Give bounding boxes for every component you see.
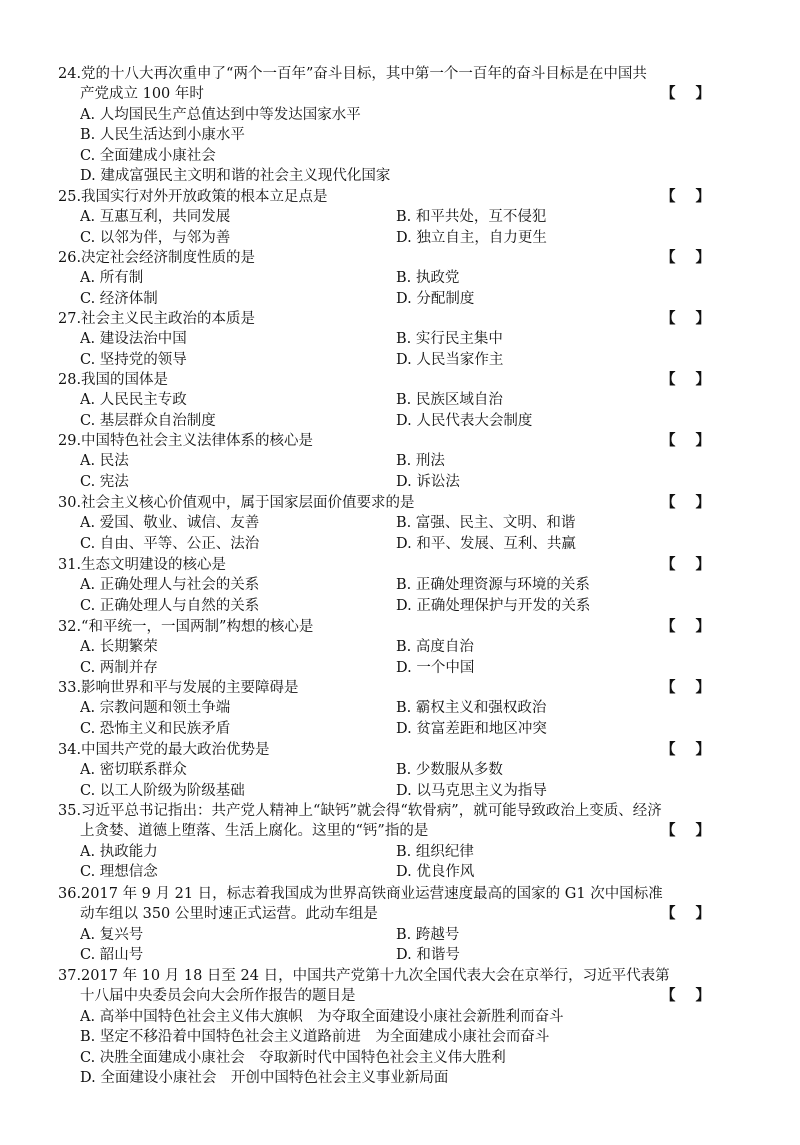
question-26 xyxy=(58,248,748,309)
question-31 xyxy=(58,555,748,616)
stem-line: 产党成立 100 年时 xyxy=(80,86,204,103)
options xyxy=(58,637,748,678)
option-a: A. 所有制 xyxy=(80,270,144,287)
stem-line: 32.“和平统一，一国两制”构想的核心是 xyxy=(58,619,314,635)
question-27 xyxy=(58,309,748,370)
option-c: C. 宪法 xyxy=(80,473,129,490)
question-33 xyxy=(58,678,748,739)
stem-line: 26.决定社会经济制度性质的是 xyxy=(58,250,256,266)
question-stem xyxy=(58,966,748,1007)
stem-line: 十八届中央委员会向大会所作报告的题目是 xyxy=(80,988,356,1005)
option-a: A. 密切联系群众 xyxy=(80,762,187,779)
option-d: D. 人民代表大会制度 xyxy=(396,412,533,429)
option-a: A. 长期繁荣 xyxy=(80,639,158,656)
question-stem xyxy=(58,64,748,105)
stem-line: 31.生态文明建设的核心是 xyxy=(58,557,227,573)
option-b: B. 跨越号 xyxy=(396,926,460,943)
option-c: C. 理想信念 xyxy=(80,864,158,881)
answer-bracket: 【】 xyxy=(661,249,730,266)
question-stem xyxy=(58,248,748,268)
option-d: D. 和平、发展、互利、共赢 xyxy=(396,535,576,552)
answer-bracket: 【】 xyxy=(661,822,730,840)
stem-line: 上贪婪、道德上堕落、生活上腐化。这里的“钙”指的是 xyxy=(80,823,429,840)
option-c: C. 坚持党的领导 xyxy=(80,351,187,368)
option-a: A. 执政能力 xyxy=(80,843,158,860)
option-b: B. 坚定不移沿着中国特色社会主义道路前进 为全面建成小康社会而奋斗 xyxy=(80,1029,550,1046)
option-c: C. 以邻为伴，与邻为善 xyxy=(80,229,231,246)
question-stem xyxy=(58,555,748,575)
option-d: D. 优良作风 xyxy=(396,864,475,881)
answer-bracket: 【】 xyxy=(661,494,730,511)
options xyxy=(58,1007,748,1089)
option-a: A. 宗教问题和领土争端 xyxy=(80,700,231,717)
answer-bracket: 【】 xyxy=(661,556,730,573)
option-c: C. 自由、平等、公正、法治 xyxy=(80,535,260,552)
option-c: C. 全面建成小康社会 xyxy=(80,147,216,164)
option-b: B. 执政党 xyxy=(396,270,460,287)
option-c: C. 正确处理人与自然的关系 xyxy=(80,597,260,614)
question-30 xyxy=(58,493,748,554)
option-b: B. 刑法 xyxy=(396,453,445,470)
question-stem xyxy=(58,493,748,513)
question-25 xyxy=(58,187,748,248)
option-a: A. 互惠互利，共同发展 xyxy=(80,209,231,226)
stem-line: 29.中国特色社会主义法律体系的核心是 xyxy=(58,433,314,449)
stem-line: 36.2017 年 9 月 21 日，标志着我国成为世界高铁商业运营速度最高的国家的 G1 次中国标准 xyxy=(58,886,663,902)
stem-line: 28.我国的国体是 xyxy=(58,372,169,388)
options xyxy=(58,105,748,187)
answer-bracket: 【】 xyxy=(661,905,730,923)
option-a: A. 建设法治中国 xyxy=(80,331,187,348)
stem-line: 35.习近平总书记指出：共产党人精神上“缺钙”就会得“软骨病”，就可能导致政治上变质、经济 xyxy=(58,803,662,819)
option-d: D. 正确处理保护与开发的关系 xyxy=(396,597,591,614)
answer-bracket: 【】 xyxy=(661,432,730,449)
options xyxy=(58,575,748,616)
option-d: D. 全面建设小康社会 开创中国特色社会主义事业新局面 xyxy=(80,1070,449,1087)
stem-line: 27.社会主义民主政治的本质是 xyxy=(58,311,256,327)
options xyxy=(58,925,748,966)
question-37 xyxy=(58,966,748,1088)
options xyxy=(58,268,748,309)
options xyxy=(58,698,748,739)
stem-line: 动车组以 350 公里时速正式运营。此动车组是 xyxy=(80,906,378,923)
option-a: A. 正确处理人与社会的关系 xyxy=(80,577,260,594)
stem-line: 24.党的十八大再次重申了“两个一百年”奋斗目标，其中第一个一百年的奋斗目标是在中国共 xyxy=(58,66,647,82)
options xyxy=(58,842,748,883)
option-b: B. 正确处理资源与环境的关系 xyxy=(396,577,590,594)
question-35 xyxy=(58,801,748,883)
option-b: B. 民族区域自治 xyxy=(396,392,503,409)
stem-line: 30.社会主义核心价值观中，属于国家层面价值要求的是 xyxy=(58,495,415,511)
option-d: D. 贫富差距和地区冲突 xyxy=(396,720,547,737)
option-c: C. 经济体制 xyxy=(80,290,158,307)
option-c: C. 两制并存 xyxy=(80,659,158,676)
option-d: D. 建成富强民主文明和谐的社会主义现代化国家 xyxy=(80,168,391,185)
stem-line: 34.中国共产党的最大政治优势是 xyxy=(58,742,270,758)
question-stem xyxy=(58,187,748,207)
option-b: B. 霸权主义和强权政治 xyxy=(396,700,547,717)
option-b: B. 组织纪律 xyxy=(396,843,474,860)
option-d: D. 诉讼法 xyxy=(396,473,460,490)
question-stem xyxy=(58,617,748,637)
question-36 xyxy=(58,884,748,966)
answer-bracket: 【】 xyxy=(661,188,730,205)
option-a: A. 民法 xyxy=(80,453,129,470)
question-stem xyxy=(58,678,748,698)
option-a: A. 人均国民生产总值达到中等发达国家水平 xyxy=(80,106,361,123)
option-b: B. 人民生活达到小康水平 xyxy=(80,127,245,144)
question-29 xyxy=(58,431,748,492)
option-d: D. 分配制度 xyxy=(396,290,475,307)
stem-line: 37.2017 年 10 月 18 日至 24 日，中国共产党第十九次全国代表大会在京举行，习近平代表第 xyxy=(58,968,670,984)
option-a: A. 复兴号 xyxy=(80,926,144,943)
option-d: D. 以马克思主义为指导 xyxy=(396,782,547,799)
option-b: B. 实行民主集中 xyxy=(396,331,503,348)
question-stem xyxy=(58,370,748,390)
question-28 xyxy=(58,370,748,431)
option-d: D. 人民当家作主 xyxy=(396,351,504,368)
answer-bracket: 【】 xyxy=(661,741,730,758)
option-c: C. 基层群众自治制度 xyxy=(80,412,216,429)
answer-bracket: 【】 xyxy=(661,85,730,103)
question-34 xyxy=(58,740,748,801)
option-d: D. 独立自主，自力更生 xyxy=(396,229,547,246)
option-c: C. 决胜全面建成小康社会 夺取新时代中国特色社会主义伟大胜利 xyxy=(80,1049,506,1066)
option-c: C. 韶山号 xyxy=(80,947,144,964)
option-b: B. 和平共处，互不侵犯 xyxy=(396,209,547,226)
option-b: B. 少数服从多数 xyxy=(396,762,503,779)
options xyxy=(58,390,748,431)
options xyxy=(58,329,748,370)
question-stem xyxy=(58,801,748,842)
question-24 xyxy=(58,64,748,186)
option-c: C. 以工人阶级为阶级基础 xyxy=(80,782,245,799)
stem-line: 25.我国实行对外开放政策的根本立足点是 xyxy=(58,189,328,205)
question-stem xyxy=(58,431,748,451)
option-a: A. 人民民主专政 xyxy=(80,392,187,409)
answer-bracket: 【】 xyxy=(661,371,730,388)
options xyxy=(58,760,748,801)
options xyxy=(58,207,748,248)
question-stem xyxy=(58,740,748,760)
options xyxy=(58,451,748,492)
question-stem xyxy=(58,309,748,329)
question-stem xyxy=(58,884,748,925)
option-a: A. 爱国、敬业、诚信、友善 xyxy=(80,515,260,532)
stem-line: 33.影响世界和平与发展的主要障碍是 xyxy=(58,680,299,696)
option-b: B. 高度自治 xyxy=(396,639,474,656)
answer-bracket: 【】 xyxy=(661,310,730,327)
answer-bracket: 【】 xyxy=(661,679,730,696)
answer-bracket: 【】 xyxy=(661,987,730,1005)
option-b: B. 富强、民主、文明、和谐 xyxy=(396,515,576,532)
options xyxy=(58,513,748,554)
option-a: A. 高举中国特色社会主义伟大旗帜 为夺取全面建设小康社会新胜利而奋斗 xyxy=(80,1008,564,1025)
option-c: C. 恐怖主义和民族矛盾 xyxy=(80,720,231,737)
answer-bracket: 【】 xyxy=(661,618,730,635)
option-d: D. 一个中国 xyxy=(396,659,475,676)
question-32 xyxy=(58,617,748,678)
option-d: D. 和谐号 xyxy=(396,947,460,964)
